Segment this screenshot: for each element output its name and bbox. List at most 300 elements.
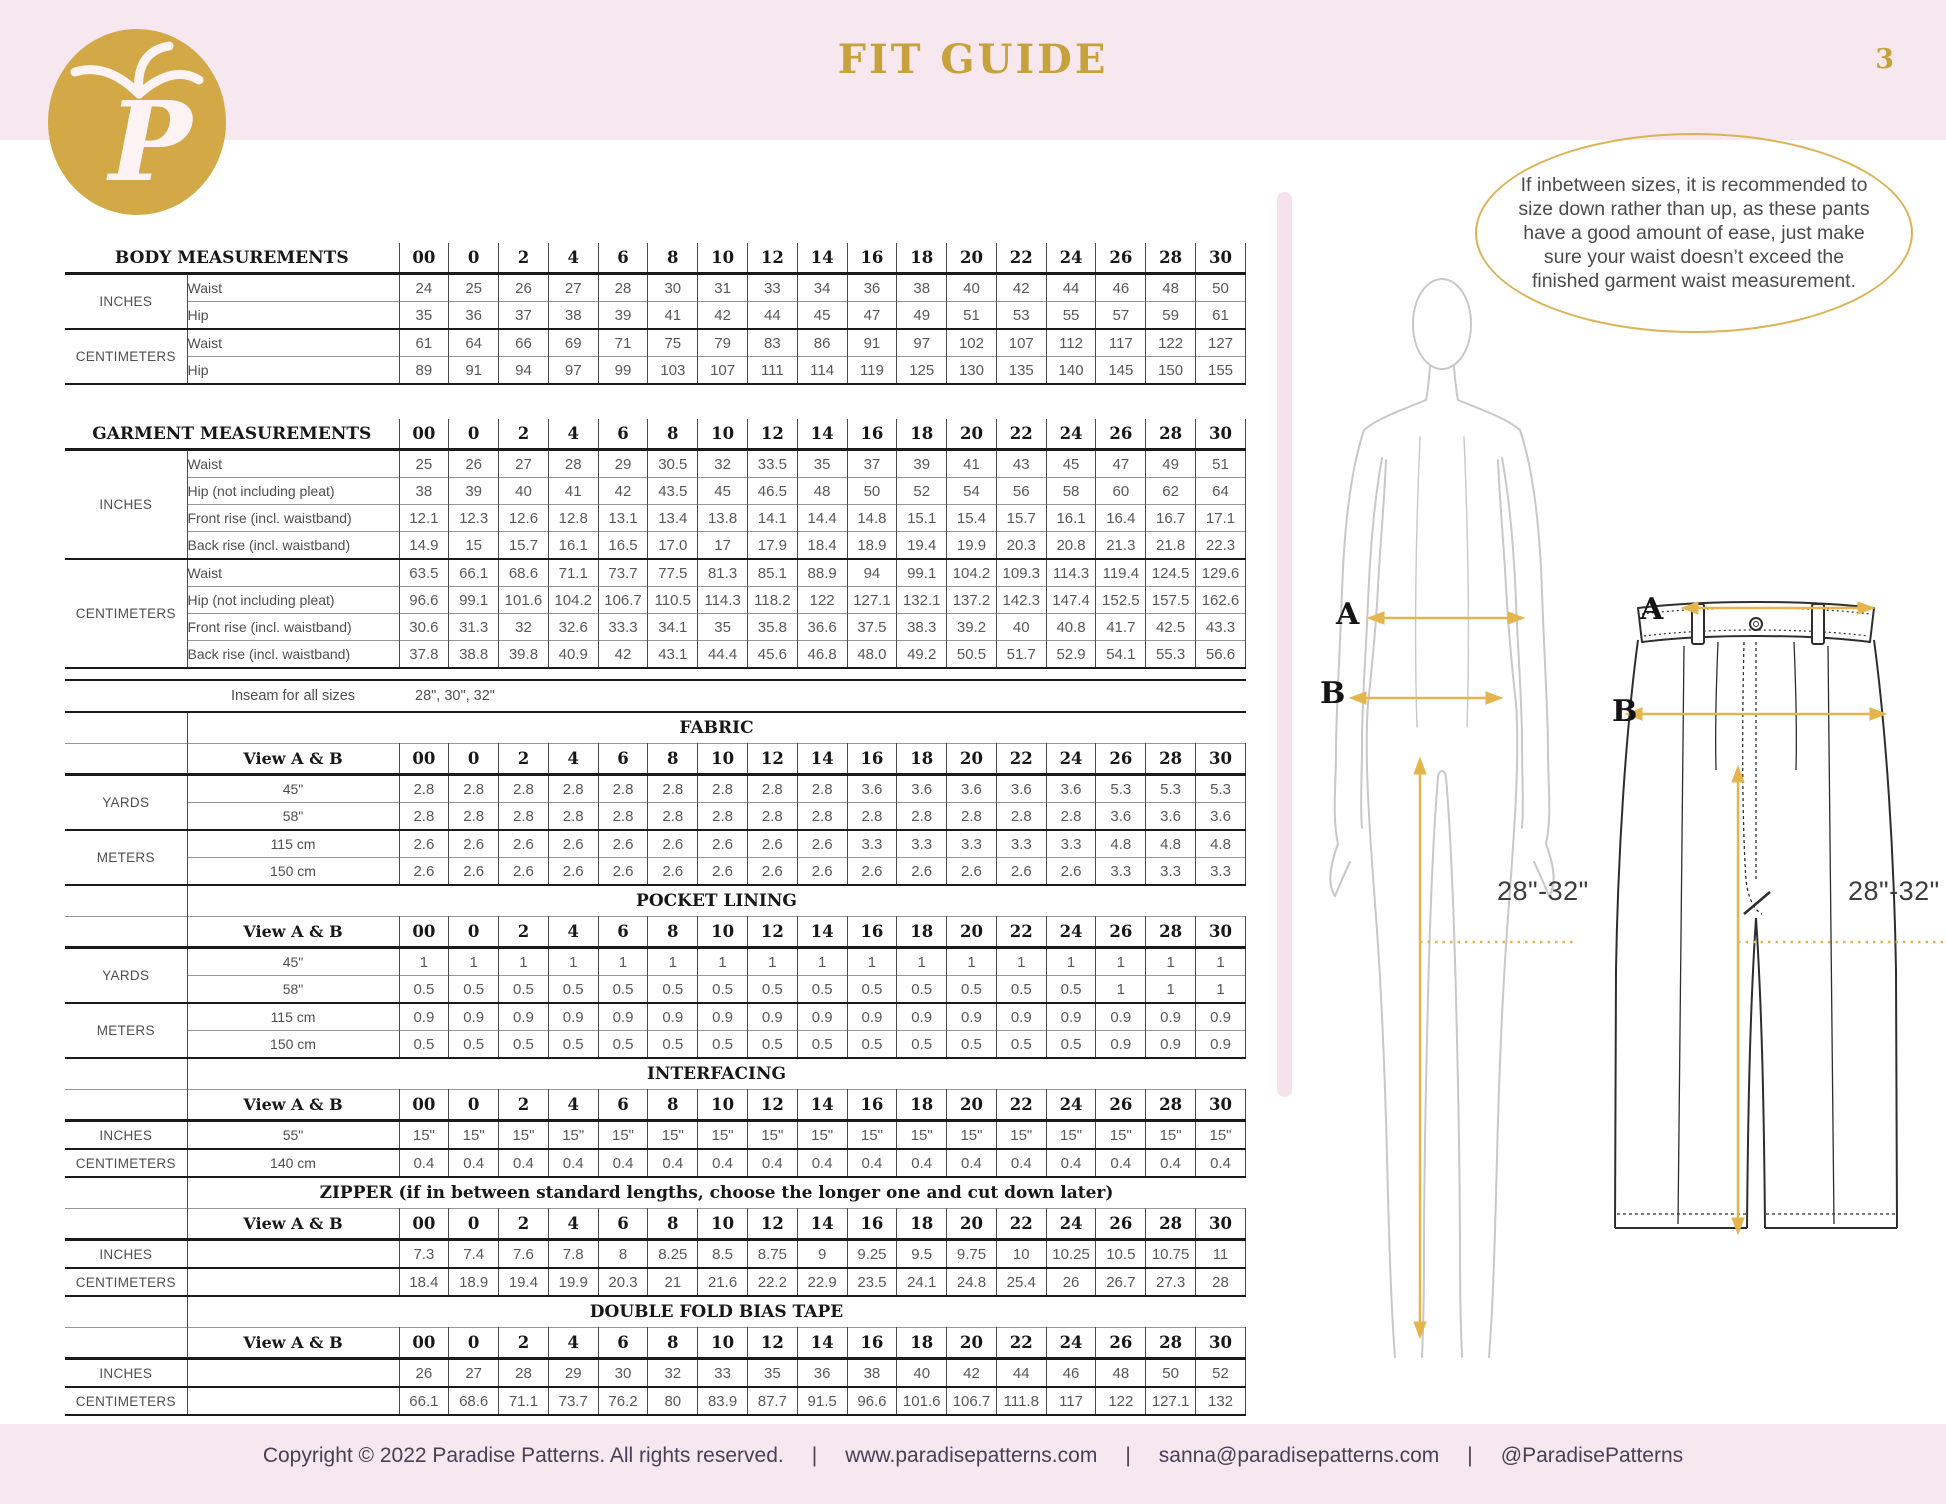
- value-cell: 3.6: [1196, 803, 1246, 831]
- value-cell: 0.9: [996, 1003, 1046, 1031]
- unit-group-label: CENTIMETERS: [65, 1268, 187, 1296]
- table-row: [65, 976, 1246, 1004]
- value-cell: 40: [897, 1359, 947, 1388]
- table-row: [65, 1268, 1246, 1296]
- page-number: 3: [1875, 44, 1894, 75]
- size-header-cell: 22: [996, 744, 1046, 775]
- value-cell: 0.4: [1146, 1149, 1196, 1177]
- value-cell: 1: [698, 948, 748, 976]
- value-cell: 37: [499, 302, 549, 330]
- value-cell: 48: [797, 478, 847, 505]
- value-cell: 55.3: [1146, 641, 1196, 669]
- value-cell: 1: [1196, 976, 1246, 1004]
- pants-inseam-range: 28"-32": [1848, 876, 1940, 906]
- value-cell: 45: [797, 302, 847, 330]
- value-cell: 26: [449, 450, 499, 478]
- pants-technical-drawing: [1598, 580, 1946, 1250]
- value-cell: 7.4: [449, 1240, 499, 1269]
- value-cell: 73.7: [598, 559, 648, 587]
- value-cell: 119.4: [1096, 559, 1146, 587]
- size-header-cell: 4: [548, 744, 598, 775]
- value-cell: 14.4: [797, 505, 847, 532]
- size-header-cell: 20: [947, 243, 997, 274]
- value-cell: 73.7: [548, 1387, 598, 1415]
- value-cell: 10.5: [1096, 1240, 1146, 1269]
- value-cell: 45.6: [747, 641, 797, 669]
- value-cell: 12.3: [449, 505, 499, 532]
- value-cell: 2.8: [399, 803, 449, 831]
- value-cell: 2.8: [897, 803, 947, 831]
- value-cell: 39.8: [499, 641, 549, 669]
- value-cell: 15": [897, 1121, 947, 1150]
- size-header-cell: 0: [449, 744, 499, 775]
- value-cell: 9: [797, 1240, 847, 1269]
- value-cell: 117: [1096, 329, 1146, 357]
- size-header-cell: 16: [847, 1209, 897, 1240]
- value-cell: 2.6: [548, 830, 598, 858]
- value-cell: 15.7: [996, 505, 1046, 532]
- table-row: [65, 803, 1246, 831]
- value-cell: 0.9: [897, 1003, 947, 1031]
- value-cell: 47: [1096, 450, 1146, 478]
- size-header-cell: 30: [1196, 243, 1246, 274]
- value-cell: 54.1: [1096, 641, 1146, 669]
- size-header-cell: 00: [399, 419, 449, 450]
- value-cell: 99.1: [897, 559, 947, 587]
- value-cell: 52.9: [1046, 641, 1096, 669]
- value-cell: 15": [698, 1121, 748, 1150]
- value-cell: 114: [797, 357, 847, 385]
- value-cell: 30.6: [399, 614, 449, 641]
- size-header-cell: 28: [1146, 1209, 1196, 1240]
- page-title: FIT GUIDE: [837, 36, 1109, 83]
- value-cell: 20.3: [598, 1268, 648, 1296]
- value-cell: 77.5: [648, 559, 698, 587]
- value-cell: 142.3: [996, 587, 1046, 614]
- value-cell: 4.8: [1146, 830, 1196, 858]
- value-cell: 7.8: [548, 1240, 598, 1269]
- unit-group-label: CENTIMETERS: [65, 1149, 187, 1177]
- value-cell: 30: [598, 1359, 648, 1388]
- value-cell: 42: [698, 302, 748, 330]
- value-cell: 49.2: [897, 641, 947, 669]
- value-cell: 0.4: [548, 1149, 598, 1177]
- value-cell: 35: [747, 1359, 797, 1388]
- value-cell: 2.6: [996, 858, 1046, 886]
- value-cell: 0.9: [648, 1003, 698, 1031]
- value-cell: 0.4: [449, 1149, 499, 1177]
- value-cell: 71.1: [499, 1387, 549, 1415]
- size-header-cell: 18: [897, 744, 947, 775]
- value-cell: 12.6: [499, 505, 549, 532]
- value-cell: 22.2: [747, 1268, 797, 1296]
- value-cell: 49: [897, 302, 947, 330]
- value-cell: 36: [847, 274, 897, 302]
- value-cell: 42.5: [1146, 614, 1196, 641]
- value-cell: 2.6: [847, 858, 897, 886]
- size-header-cell: 14: [797, 1328, 847, 1359]
- value-cell: 0.4: [1196, 1149, 1246, 1177]
- value-cell: 40: [947, 274, 997, 302]
- size-header-cell: 20: [947, 1209, 997, 1240]
- view-header: View A & B: [187, 1209, 399, 1240]
- unit-group-label: YARDS: [65, 948, 187, 1004]
- value-cell: 4.8: [1196, 830, 1246, 858]
- size-header-cell: 10: [698, 1328, 748, 1359]
- value-cell: 17.1: [1196, 505, 1246, 532]
- value-cell: 19.9: [548, 1268, 598, 1296]
- value-cell: 2.8: [499, 775, 549, 803]
- value-cell: 94: [847, 559, 897, 587]
- value-cell: 124.5: [1146, 559, 1196, 587]
- size-header-cell: 18: [897, 243, 947, 274]
- size-header-cell: 24: [1046, 419, 1096, 450]
- value-cell: 2.6: [499, 830, 549, 858]
- table-row: [65, 948, 1246, 976]
- value-cell: 10: [996, 1240, 1046, 1269]
- value-cell: 3.6: [1046, 775, 1096, 803]
- size-header-cell: 6: [598, 419, 648, 450]
- figure-inseam-range: 28"-32": [1497, 876, 1589, 906]
- value-cell: 29: [598, 450, 648, 478]
- value-cell: 2.8: [698, 775, 748, 803]
- table-row: [65, 559, 1246, 587]
- value-cell: 40.9: [548, 641, 598, 669]
- value-cell: 127.1: [847, 587, 897, 614]
- value-cell: 2.6: [797, 858, 847, 886]
- size-header-cell: 6: [598, 1090, 648, 1121]
- value-cell: 0.5: [897, 1031, 947, 1059]
- value-cell: 2.6: [449, 830, 499, 858]
- size-header-cell: 6: [598, 1328, 648, 1359]
- value-cell: 2.6: [399, 830, 449, 858]
- value-cell: 147.4: [1046, 587, 1096, 614]
- value-cell: 3.6: [1096, 803, 1146, 831]
- value-cell: 2.8: [598, 803, 648, 831]
- value-cell: 21: [648, 1268, 698, 1296]
- value-cell: 9.75: [947, 1240, 997, 1269]
- value-cell: 0.5: [797, 976, 847, 1004]
- size-header-cell: 28: [1146, 1328, 1196, 1359]
- value-cell: 21.3: [1096, 532, 1146, 560]
- size-header-cell: 30: [1196, 419, 1246, 450]
- size-header-cell: 10: [698, 1090, 748, 1121]
- pants-outline: [1615, 602, 1897, 1228]
- value-cell: 66.1: [399, 1387, 449, 1415]
- value-cell: 111.8: [996, 1387, 1046, 1415]
- value-cell: 0.4: [499, 1149, 549, 1177]
- value-cell: 8: [598, 1240, 648, 1269]
- section-title-row: [65, 1177, 1246, 1209]
- size-header-cell: 00: [399, 917, 449, 948]
- table-row: [65, 614, 1246, 641]
- row-label: 140 cm: [187, 1149, 399, 1177]
- value-cell: 33.5: [747, 450, 797, 478]
- size-header-cell: 6: [598, 744, 648, 775]
- value-cell: 15": [996, 1121, 1046, 1150]
- blank-cell: [65, 1090, 187, 1121]
- value-cell: 71: [598, 329, 648, 357]
- value-cell: 1: [1146, 976, 1196, 1004]
- size-header-cell: 24: [1046, 1090, 1096, 1121]
- size-header-cell: 00: [399, 1090, 449, 1121]
- value-cell: 0.5: [598, 976, 648, 1004]
- value-cell: 94: [499, 357, 549, 385]
- table-row: [65, 587, 1246, 614]
- value-cell: 0.9: [1196, 1031, 1246, 1059]
- value-cell: 58: [1046, 478, 1096, 505]
- value-cell: 28: [1196, 1268, 1246, 1296]
- value-cell: 1: [1146, 948, 1196, 976]
- size-header-row: [65, 419, 1246, 450]
- size-header-cell: 0: [449, 1328, 499, 1359]
- value-cell: 1: [897, 948, 947, 976]
- value-cell: 145: [1096, 357, 1146, 385]
- value-cell: 15": [847, 1121, 897, 1150]
- value-cell: 0.5: [499, 976, 549, 1004]
- value-cell: 23.5: [847, 1268, 897, 1296]
- size-header-cell: 4: [548, 419, 598, 450]
- size-header-cell: 26: [1096, 1090, 1146, 1121]
- unit-group-label: METERS: [65, 1003, 187, 1058]
- size-header-cell: 12: [747, 917, 797, 948]
- value-cell: 2.8: [847, 803, 897, 831]
- size-header-cell: 20: [947, 1090, 997, 1121]
- size-header-cell: 2: [499, 1209, 549, 1240]
- value-cell: 26: [499, 274, 549, 302]
- value-cell: 15": [598, 1121, 648, 1150]
- footer-separator: |: [1467, 1444, 1473, 1467]
- value-cell: 35: [698, 614, 748, 641]
- value-cell: 37.8: [399, 641, 449, 669]
- value-cell: 102: [947, 329, 997, 357]
- value-cell: 97: [897, 329, 947, 357]
- table-row: [65, 1121, 1246, 1150]
- value-cell: 46.8: [797, 641, 847, 669]
- value-cell: 1: [797, 948, 847, 976]
- value-cell: 2.8: [449, 775, 499, 803]
- value-cell: 2.6: [499, 858, 549, 886]
- value-cell: 2.6: [698, 858, 748, 886]
- value-cell: 44: [747, 302, 797, 330]
- value-cell: 38: [399, 478, 449, 505]
- size-header-cell: 0: [449, 419, 499, 450]
- value-cell: 14.9: [399, 532, 449, 560]
- value-cell: 118.2: [747, 587, 797, 614]
- footer: [0, 1424, 1946, 1504]
- value-cell: 32: [499, 614, 549, 641]
- value-cell: 107: [698, 357, 748, 385]
- value-cell: 40: [996, 614, 1046, 641]
- value-cell: 15": [797, 1121, 847, 1150]
- size-header-cell: 24: [1046, 1328, 1096, 1359]
- section-title: DOUBLE FOLD BIAS TAPE: [589, 1302, 844, 1322]
- value-cell: 1: [1196, 948, 1246, 976]
- size-header-cell: 10: [698, 243, 748, 274]
- blank-cell: [65, 713, 187, 744]
- row-label: Hip: [187, 302, 399, 330]
- value-cell: 41: [548, 478, 598, 505]
- table-row: [65, 274, 1246, 302]
- value-cell: 2.8: [648, 803, 698, 831]
- size-header-cell: 18: [897, 1209, 947, 1240]
- value-cell: 21.6: [698, 1268, 748, 1296]
- table-row: [65, 532, 1246, 560]
- value-cell: 45: [698, 478, 748, 505]
- value-cell: 29: [548, 1359, 598, 1388]
- value-cell: 3.3: [1046, 830, 1096, 858]
- figure-label-a: A: [1336, 597, 1360, 632]
- row-label: 45": [187, 775, 399, 803]
- value-cell: 3.6: [947, 775, 997, 803]
- value-cell: 0.9: [1046, 1003, 1096, 1031]
- size-header-cell: 8: [648, 917, 698, 948]
- value-cell: 3.6: [897, 775, 947, 803]
- value-cell: 40: [499, 478, 549, 505]
- size-header-cell: 18: [897, 917, 947, 948]
- value-cell: 55: [1046, 302, 1096, 330]
- value-cell: 12.1: [399, 505, 449, 532]
- value-cell: 3.3: [897, 830, 947, 858]
- value-cell: 0.5: [399, 1031, 449, 1059]
- value-cell: 49: [1146, 450, 1196, 478]
- value-cell: 16.1: [548, 532, 598, 560]
- value-cell: 2.8: [499, 803, 549, 831]
- value-cell: 50: [847, 478, 897, 505]
- size-header-cell: 30: [1196, 1209, 1246, 1240]
- size-header-cell: 28: [1146, 1090, 1196, 1121]
- value-cell: 0.5: [847, 1031, 897, 1059]
- size-header-cell: 10: [698, 744, 748, 775]
- size-header-cell: 14: [797, 917, 847, 948]
- size-header-cell: 00: [399, 1328, 449, 1359]
- value-cell: 91: [449, 357, 499, 385]
- body-measurements-table: [65, 243, 1246, 385]
- value-cell: 38: [548, 302, 598, 330]
- value-cell: 0.4: [797, 1149, 847, 1177]
- size-header-cell: 8: [648, 1209, 698, 1240]
- value-cell: 61: [399, 329, 449, 357]
- value-cell: 20.3: [996, 532, 1046, 560]
- size-header-cell: 10: [698, 1209, 748, 1240]
- table-row: [65, 1003, 1246, 1031]
- value-cell: 22.9: [797, 1268, 847, 1296]
- value-cell: 0.5: [947, 1031, 997, 1059]
- value-cell: 44: [1046, 274, 1096, 302]
- table-row: [65, 357, 1246, 385]
- value-cell: 14.8: [847, 505, 897, 532]
- size-header-cell: 22: [996, 917, 1046, 948]
- inseam-value: 28", 30", 32": [415, 688, 495, 704]
- value-cell: 15.1: [897, 505, 947, 532]
- value-cell: 15": [499, 1121, 549, 1150]
- value-cell: 2.6: [449, 858, 499, 886]
- value-cell: 0.5: [548, 976, 598, 1004]
- value-cell: 34.1: [648, 614, 698, 641]
- value-cell: 39: [449, 478, 499, 505]
- value-cell: 61: [1196, 302, 1246, 330]
- value-cell: 107: [996, 329, 1046, 357]
- supplies-table: [65, 713, 1246, 1416]
- value-cell: 135: [996, 357, 1046, 385]
- value-cell: 33: [747, 274, 797, 302]
- size-header-cell: 2: [499, 917, 549, 948]
- value-cell: 45: [1046, 450, 1096, 478]
- value-cell: 66: [499, 329, 549, 357]
- value-cell: 114.3: [1046, 559, 1096, 587]
- value-cell: 86: [797, 329, 847, 357]
- value-cell: 2.8: [548, 803, 598, 831]
- blank-cell: [65, 1328, 187, 1359]
- value-cell: 16.5: [598, 532, 648, 560]
- figure-measure-arrows: [1350, 612, 1574, 1338]
- value-cell: 0.5: [747, 976, 797, 1004]
- value-cell: 64: [449, 329, 499, 357]
- value-cell: 15": [449, 1121, 499, 1150]
- unit-group-label: CENTIMETERS: [65, 1387, 187, 1415]
- size-header-cell: 14: [797, 1209, 847, 1240]
- table-row: [65, 329, 1246, 357]
- size-header-row: [65, 1328, 1246, 1359]
- value-cell: 15": [399, 1121, 449, 1150]
- size-header-cell: 24: [1046, 744, 1096, 775]
- value-cell: 0.9: [947, 1003, 997, 1031]
- inseam-label: Inseam for all sizes: [230, 688, 356, 704]
- value-cell: 43.1: [648, 641, 698, 669]
- body-figure-illustration: [1302, 272, 1582, 1372]
- table-row: [65, 1240, 1246, 1269]
- value-cell: 24.8: [947, 1268, 997, 1296]
- value-cell: 27.3: [1146, 1268, 1196, 1296]
- value-cell: 48.0: [847, 641, 897, 669]
- value-cell: 106.7: [947, 1387, 997, 1415]
- value-cell: 3.6: [996, 775, 1046, 803]
- unit-group-label: INCHES: [65, 274, 187, 330]
- value-cell: 35.8: [747, 614, 797, 641]
- value-cell: 52: [1196, 1359, 1246, 1388]
- figure-label-b: B: [1320, 676, 1346, 711]
- value-cell: 1: [1046, 948, 1096, 976]
- section-title-row: [65, 1296, 1246, 1328]
- value-cell: 0.9: [1146, 1003, 1196, 1031]
- value-cell: 20.8: [1046, 532, 1096, 560]
- value-cell: 2.8: [797, 775, 847, 803]
- value-cell: 27: [499, 450, 549, 478]
- value-cell: 96.6: [847, 1387, 897, 1415]
- value-cell: 50.5: [947, 641, 997, 669]
- value-cell: 33: [698, 1359, 748, 1388]
- size-header-cell: 26: [1096, 419, 1146, 450]
- value-cell: 2.8: [598, 775, 648, 803]
- size-header-cell: 26: [1096, 1328, 1146, 1359]
- value-cell: 8.5: [698, 1240, 748, 1269]
- value-cell: 0.5: [897, 976, 947, 1004]
- value-cell: 5.3: [1196, 775, 1246, 803]
- size-header-cell: 4: [548, 243, 598, 274]
- size-header-cell: 12: [747, 419, 797, 450]
- value-cell: 31.3: [449, 614, 499, 641]
- table-row: [65, 505, 1246, 532]
- size-header-cell: 22: [996, 419, 1046, 450]
- view-header: View A & B: [187, 744, 399, 775]
- row-label: 55": [187, 1121, 399, 1150]
- value-cell: 68.6: [449, 1387, 499, 1415]
- size-header-cell: 10: [698, 419, 748, 450]
- row-label: 150 cm: [187, 858, 399, 886]
- value-cell: 1: [947, 948, 997, 976]
- view-header: View A & B: [187, 917, 399, 948]
- size-header-cell: 24: [1046, 243, 1096, 274]
